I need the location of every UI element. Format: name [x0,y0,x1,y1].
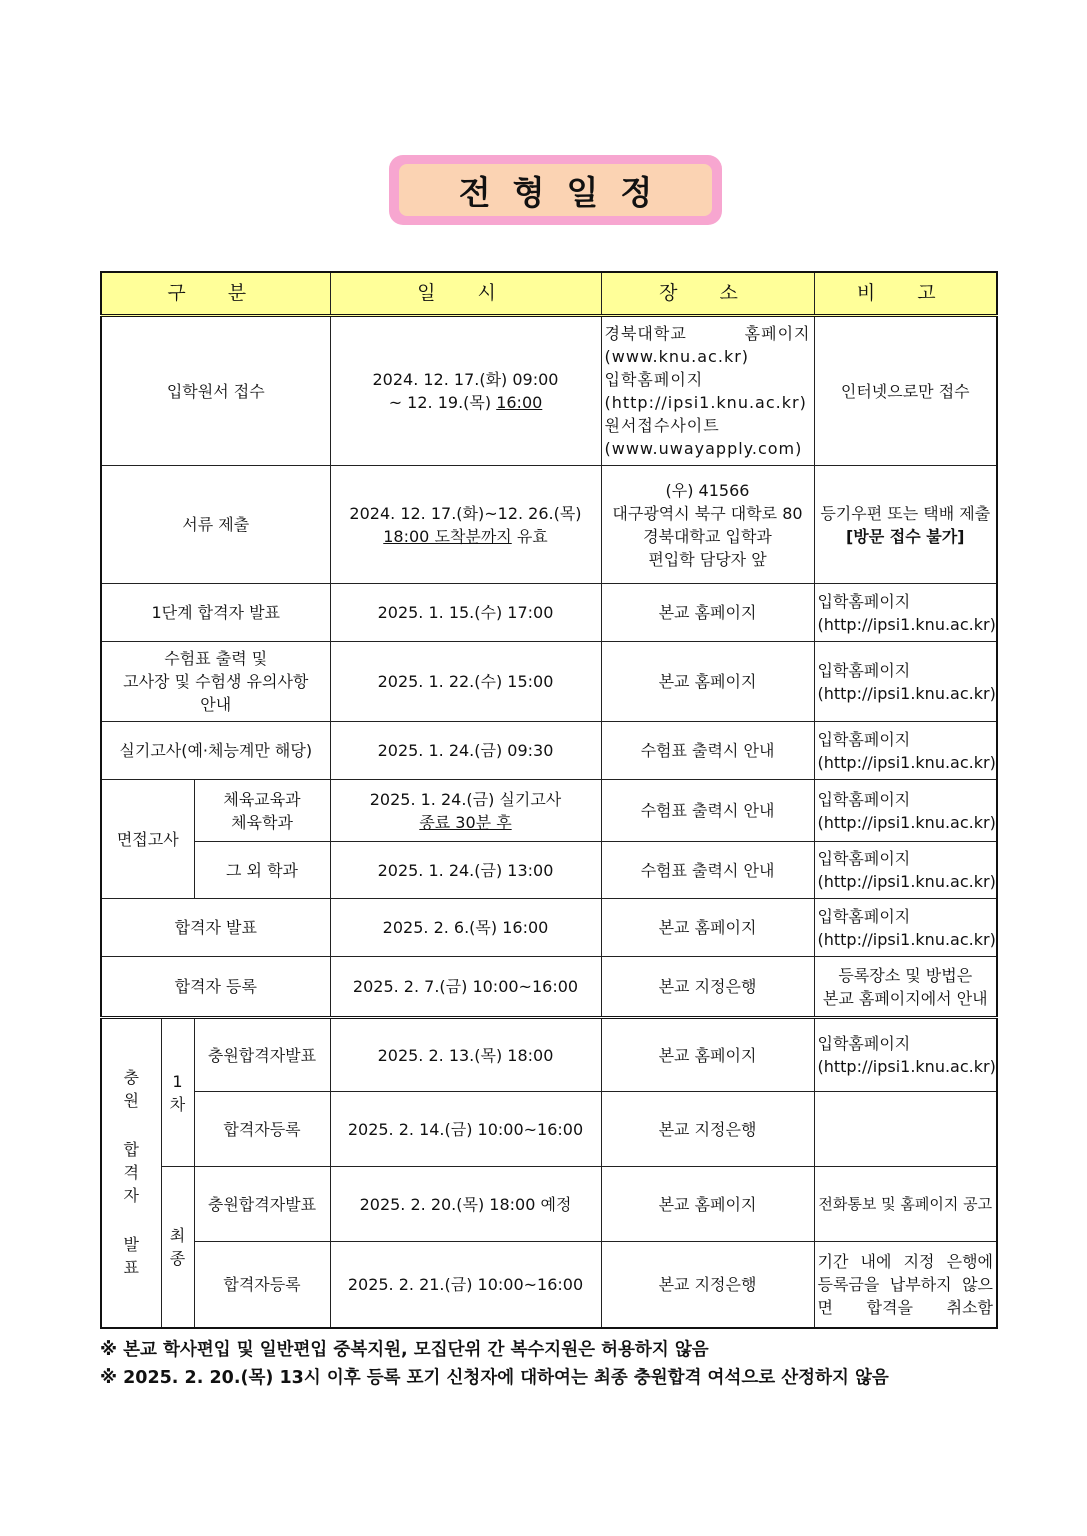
note-link: (http://ipsi1.knu.ac.kr) [817,872,996,891]
table-row [101,642,997,722]
row-date: 2025. 2. 6.(목) 16:00 [330,899,601,957]
note-link: (http://ipsi1.knu.ac.kr) [817,683,996,703]
date-underlined: 종료 30분 후 [419,812,512,832]
row-place [601,316,814,466]
row-date [330,316,601,466]
footnote: ※ 본교 학사편입 및 일반편입 중복지원, 모집단위 간 복수지원은 허용하지 않음 [100,1340,709,1360]
table-row [101,722,997,780]
note-line: 입학홈페이지 [817,849,911,868]
row-label: 실기고사(예·체능계만 해당) [101,722,330,780]
label-char: 최 [169,1225,186,1245]
label-line: 수험표 출력 및 [164,649,268,668]
table-row [101,584,997,642]
place-line: (www.knu.ac.kr) [604,347,750,366]
row-date: 2025. 1. 15.(수) 17:00 [330,584,601,642]
label-char: 원 [123,1091,139,1111]
note-line: 본교 홈페이지에서 안내 [822,988,988,1008]
sub-label: 합격자등록 [194,1092,330,1167]
date-text: ~ 12. 19.(목) [388,393,497,412]
row-note [814,584,997,642]
row-label: 입학원서 접수 [101,316,330,466]
place-line: 대구광역시 북구 대학로 80 [612,503,803,523]
note-line: 등록장소 및 방법은 [838,965,973,985]
label-spacer [105,1207,158,1233]
label-char: 표 [123,1258,139,1278]
row-date: 2025. 2. 13.(목) 18:00 [330,1018,601,1092]
note-link: (http://ipsi1.knu.ac.kr) [817,614,996,634]
place-line: 원서접수사이트 [604,416,720,435]
page-title: 전형일정 [399,164,712,216]
place-line: 입학홈페이지 [604,370,704,389]
row-place: 본교 지정은행 [601,957,814,1018]
date-line: 2024. 12. 17.(화)~12. 26.(목) [349,503,582,523]
label-line: 체육교육과 [223,789,301,809]
row-note [814,1242,997,1328]
place-line: (우) 41566 [665,480,750,500]
table-row [101,316,997,466]
table-row [101,1092,997,1167]
date-line: 2024. 12. 17.(화) 09:00 [372,370,559,389]
note-link: (http://ipsi1.knu.ac.kr) [817,929,996,949]
table-row [101,899,997,957]
row-date [330,780,601,842]
note-line: 입학홈페이지 [817,591,911,611]
row-place: 본교 홈페이지 [601,1167,814,1242]
place-line: 편입학 담당자 앞 [648,549,767,569]
header-remarks: 비 고 [814,272,997,316]
round-label [161,1018,194,1167]
note-line: 등기우편 또는 택배 제출 [820,503,991,523]
row-note [814,466,997,584]
row-note [814,1092,997,1167]
footnote: ※ 2025. 2. 20.(목) 13시 이후 등록 포기 신청자에 대하여는 최종 충원합격 여석으로 산정하지 않음 [100,1368,889,1388]
label-char: 1 [172,1071,183,1091]
table-row [101,1242,997,1328]
date-underlined: 16:00 [496,393,543,412]
row-place: 수험표 출력시 안내 [601,722,814,780]
row-date: 2025. 1. 24.(금) 13:00 [330,842,601,899]
row-date: 2025. 2. 21.(금) 10:00~16:00 [330,1242,601,1328]
row-date: 2025. 1. 22.(수) 15:00 [330,642,601,722]
row-place: 본교 지정은행 [601,1092,814,1167]
label-char: 격 [123,1163,139,1183]
sub-label: 합격자등록 [194,1242,330,1328]
label-line: 안내 [200,695,232,714]
date-line: 2025. 1. 24.(금) 실기고사 [369,789,562,809]
row-place [601,466,814,584]
note-line: 면 합격을 취소함 [817,1297,993,1317]
label-line: 고사장 및 수험생 유의사항 [123,672,309,691]
place-line: 경북대학교 입학과 [643,526,772,546]
date-line [334,525,598,548]
row-note [814,899,997,957]
place-line: 경북대학교 홈페이지 [604,324,811,343]
row-label: 면접고사 [101,780,194,899]
label-char: 발 [123,1235,139,1255]
supplementary-label [101,1018,161,1328]
header-datetime: 일 시 [330,272,601,316]
note-link: (http://ipsi1.knu.ac.kr) [817,1057,996,1076]
row-label [101,642,330,722]
row-place: 본교 홈페이지 [601,642,814,722]
place-line: (www.uwayapply.com) [604,439,803,458]
schedule-table [100,271,998,1329]
sub-label: 그 외 학과 [194,842,330,899]
title-box [389,155,722,225]
row-date: 2025. 2. 7.(금) 10:00~16:00 [330,957,601,1018]
row-date [330,466,601,584]
row-note: 인터넷으로만 접수 [814,316,997,466]
label-char: 종 [169,1248,186,1268]
note-line: 입학홈페이지 [817,660,911,680]
note-line: 등록금을 납부하지 않으 [817,1274,993,1294]
place-line: (http://ipsi1.knu.ac.kr) [604,393,807,412]
round-label [161,1167,194,1328]
row-place: 본교 지정은행 [601,1242,814,1328]
header-row [101,272,997,316]
row-place: 본교 홈페이지 [601,584,814,642]
row-date: 2025. 1. 24.(금) 09:30 [330,722,601,780]
label-char: 차 [169,1094,186,1114]
row-place: 본교 홈페이지 [601,1018,814,1092]
row-note: 전화통보 및 홈페이지 공고 [814,1167,997,1242]
footnotes [100,1336,1000,1392]
date-underlined: 18:00 도착분까지 [383,526,512,546]
table-row [101,1167,997,1242]
note-line-bold: [방문 접수 불가] [845,526,965,546]
note-line: 입학홈페이지 [817,1034,911,1053]
row-label: 합격자 등록 [101,957,330,1018]
row-note [814,780,997,842]
row-place: 수험표 출력시 안내 [601,780,814,842]
label-char: 합 [123,1140,139,1160]
header-place: 장 소 [601,272,814,316]
label-char: 충 [123,1068,139,1088]
row-note [814,1018,997,1092]
table-row [101,957,997,1018]
note-line: 입학홈페이지 [817,729,911,749]
row-note [814,842,997,899]
note-link: (http://ipsi1.knu.ac.kr) [817,812,996,832]
note-line: 입학홈페이지 [817,906,911,926]
date-text: 유효 [511,526,548,546]
label-spacer [105,1112,158,1138]
date-line [334,391,598,414]
row-place: 수험표 출력시 안내 [601,842,814,899]
row-note [814,642,997,722]
note-link: (http://ipsi1.knu.ac.kr) [817,752,996,772]
row-date: 2025. 2. 20.(목) 18:00 예정 [330,1167,601,1242]
table-row [101,1018,997,1092]
row-label: 합격자 발표 [101,899,330,957]
table-row [101,466,997,584]
note-line: 입학홈페이지 [817,789,911,809]
sub-label: 충원합격자발표 [194,1167,330,1242]
header-category: 구 분 [101,272,330,316]
sub-label [194,780,330,842]
row-label: 1단계 합격자 발표 [101,584,330,642]
sub-label: 충원합격자발표 [194,1018,330,1092]
row-note [814,957,997,1018]
label-char: 자 [123,1186,139,1206]
row-date: 2025. 2. 14.(금) 10:00~16:00 [330,1092,601,1167]
row-label: 서류 제출 [101,466,330,584]
table-row [101,842,997,899]
table-row [101,780,997,842]
label-line: 체육학과 [231,812,293,832]
note-line: 기간 내에 지정 은행에 [817,1251,993,1271]
row-place: 본교 홈페이지 [601,899,814,957]
row-note [814,722,997,780]
